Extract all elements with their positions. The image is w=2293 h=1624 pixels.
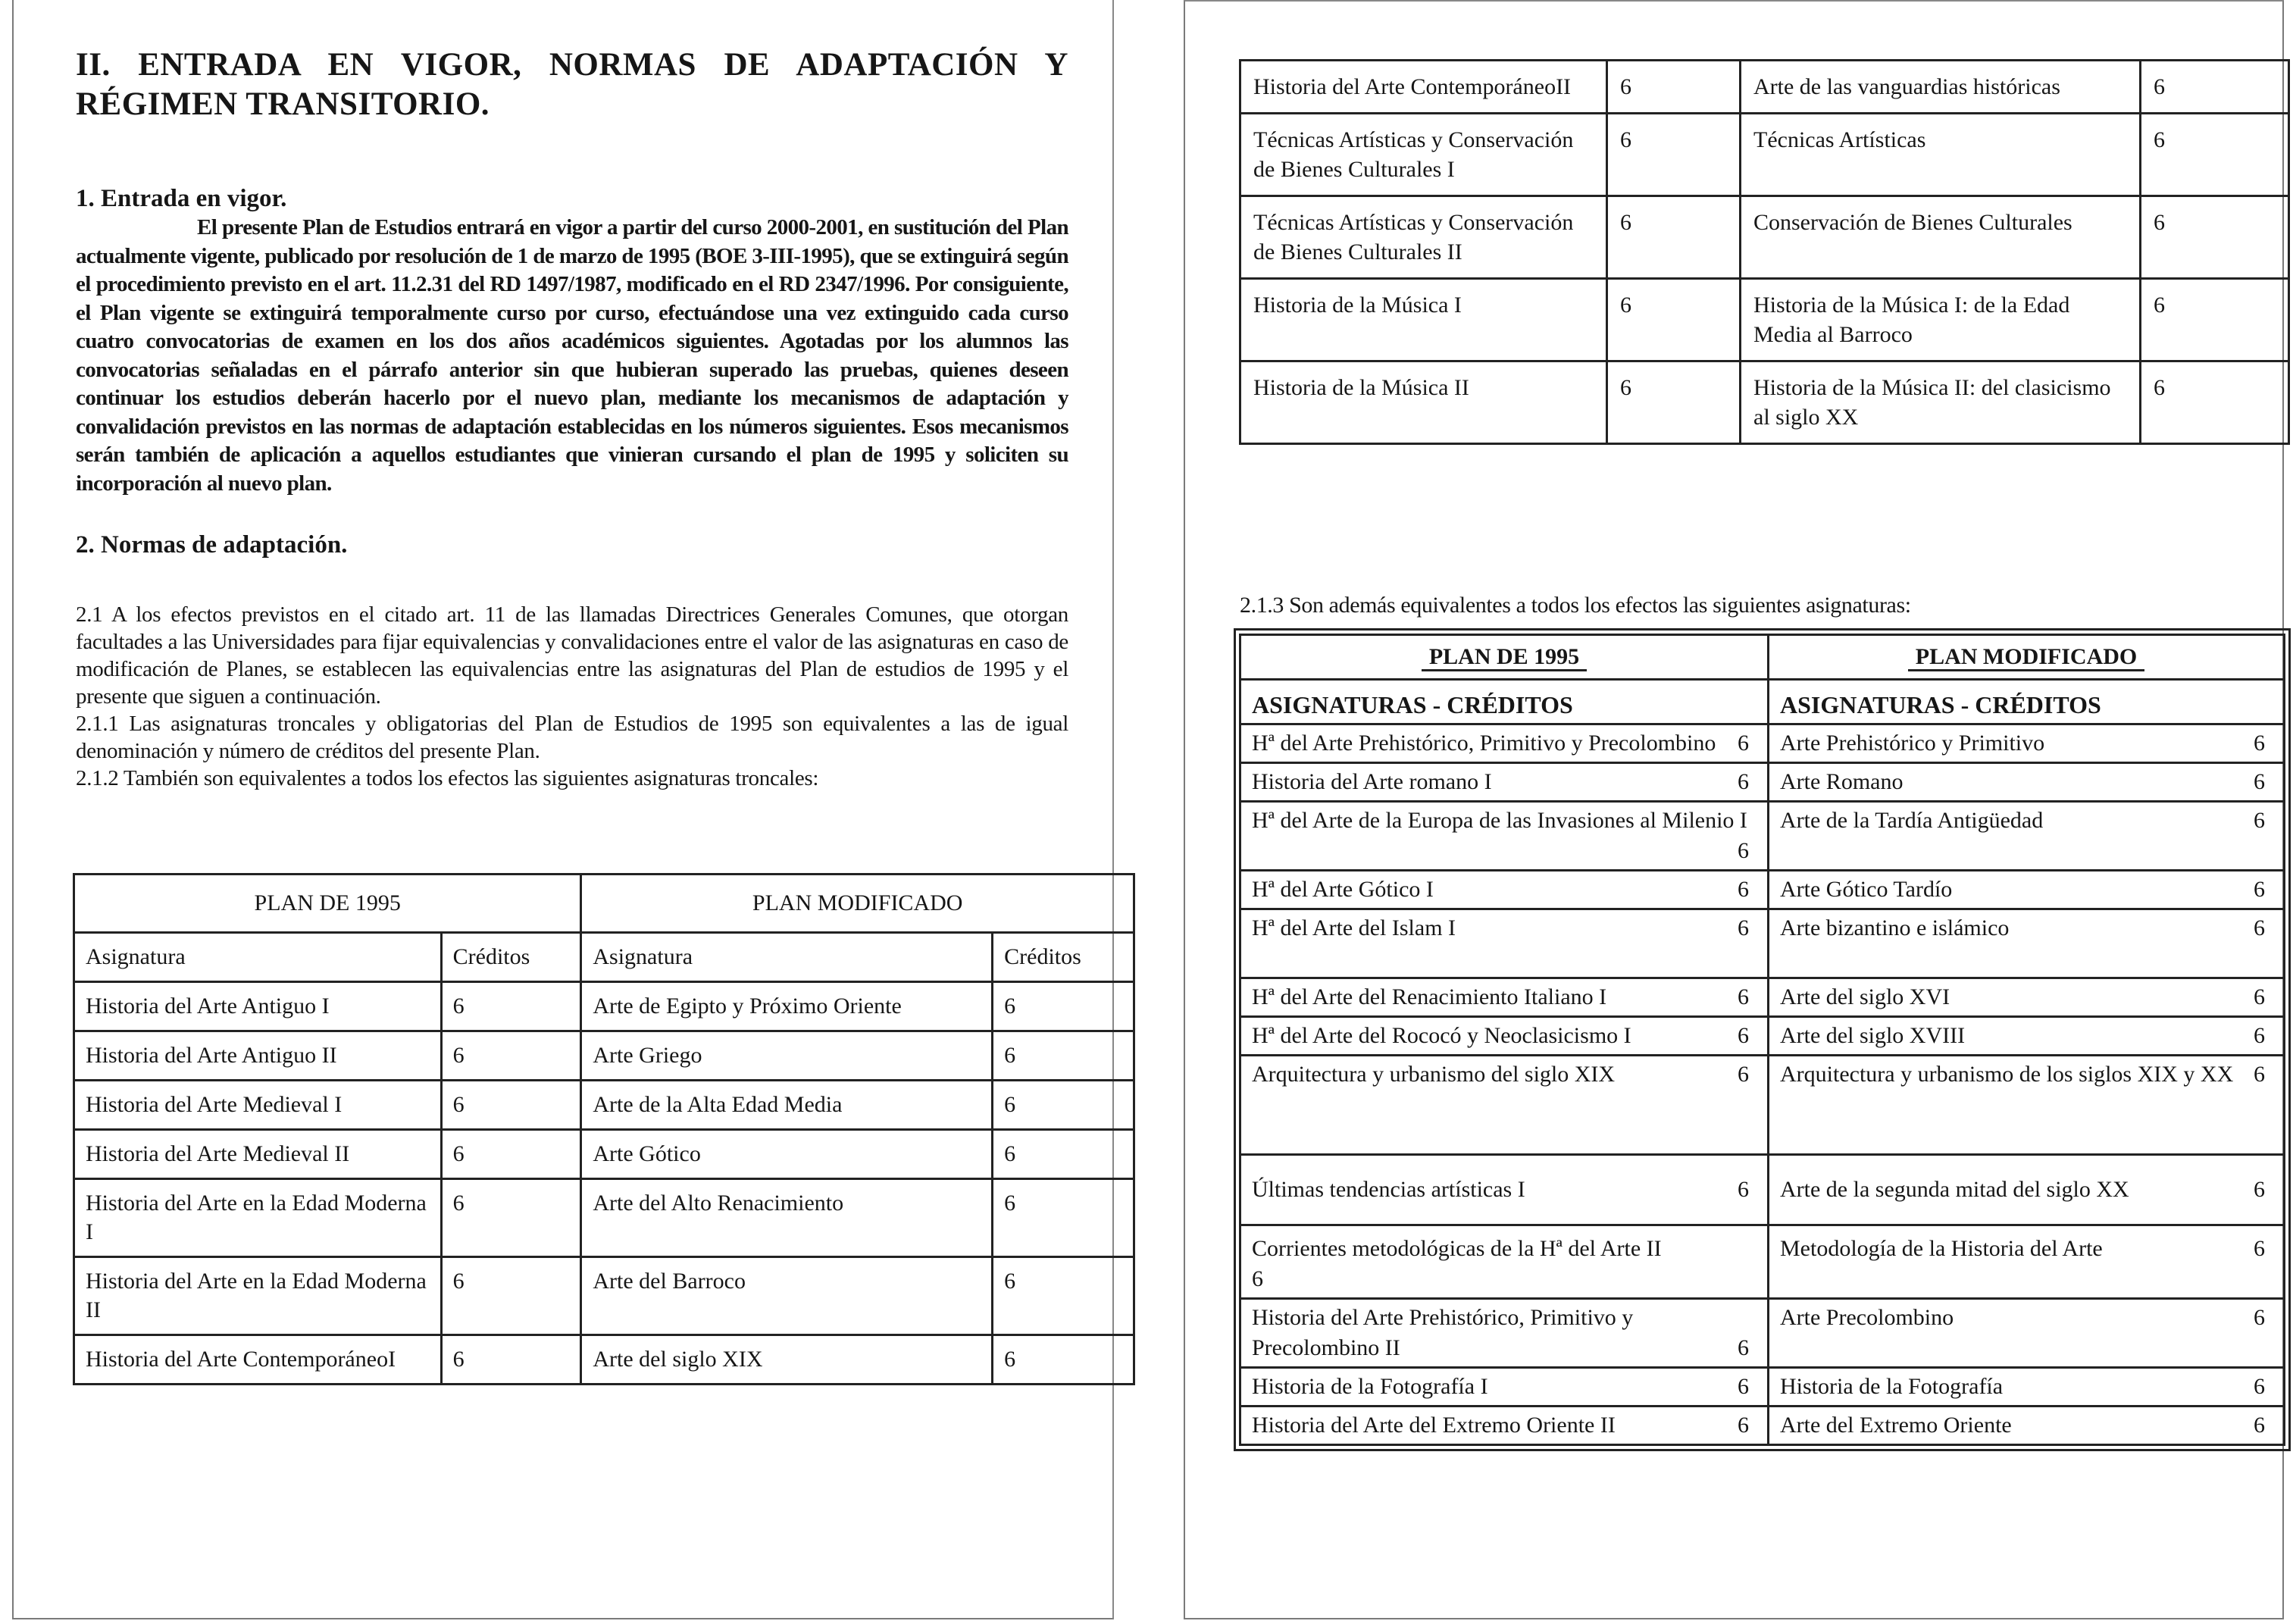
new-credits: 6 [2254, 1023, 2265, 1048]
old-credits: 6 [441, 1031, 581, 1081]
new-subject: Arte Prehistórico y Primitivo [1780, 731, 2045, 756]
old-subject-cell [1240, 802, 1769, 871]
old-credits: 6 [441, 1335, 581, 1385]
table-row [74, 982, 1134, 1031]
table-row [74, 1257, 1134, 1335]
page-title: II. ENTRADA EN VIGOR, NORMAS DE ADAPTACIÓN Y RÉGIMEN TRANSITORIO. [76, 47, 1068, 122]
subject-column-header: Asignatura [581, 933, 993, 982]
new-subject: Arte bizantino e islámico [1780, 915, 2010, 940]
table-row [74, 1130, 1134, 1179]
old-subject: Arquitectura y urbanismo del siglo XIX [1252, 1062, 1616, 1087]
new-credits: 6 [993, 982, 1134, 1031]
table-row [1240, 1407, 2285, 1445]
paragraph-2-1-3: 2.1.3 Son además equivalentes a todos los efectos las siguientes asignaturas: [1240, 593, 1911, 618]
old-subject-cell [1240, 1407, 1769, 1445]
credits-column-header: Créditos [993, 933, 1134, 982]
new-credits: 6 [2254, 731, 2265, 756]
old-subject: Historia del Arte ContemporáneoII [1240, 61, 1607, 114]
new-credits: 6 [2254, 877, 2265, 902]
subheader-row [1240, 680, 2285, 724]
new-subject-cell [1769, 1368, 2285, 1407]
new-subject: Arte del siglo XVIII [1780, 1023, 1966, 1048]
old-subject: Técnicas Artísticas y Conservación de Bienes Culturales II [1240, 196, 1607, 279]
section-2-heading: 2. Normas de adaptación. [76, 531, 348, 559]
table-row [1240, 196, 2289, 279]
old-subject: Corrientes metodológicas de la Hª del Arte II [1252, 1236, 1662, 1261]
old-credits: 6 [1738, 1374, 1749, 1399]
new-subject-cell [1769, 909, 2285, 978]
new-subject: Técnicas Artísticas [1741, 114, 2141, 196]
old-subject-cell [1240, 1017, 1769, 1056]
new-subject: Historia de la Música II: del clasicismo al siglo XX [1741, 361, 2141, 444]
subject-column-header: Asignatura [74, 933, 442, 982]
old-credits: 6 [1738, 1177, 1749, 1202]
new-subject-cell [1769, 1299, 2285, 1368]
new-subject: Arte de la Alta Edad Media [581, 1081, 993, 1130]
plan-modified-label: PLAN MODIFICADO [1908, 644, 2145, 671]
new-subject: Arte de las vanguardias históricas [1741, 61, 2141, 114]
new-subject-cell [1769, 1225, 2285, 1299]
old-credits: 6 [1738, 877, 1749, 902]
new-credits: 6 [2254, 1374, 2265, 1399]
old-subject-cell [1240, 871, 1769, 909]
old-credits: 6 [1738, 1062, 1749, 1087]
new-subject-cell [1769, 1056, 2285, 1155]
new-subject: Historia de la Fotografía [1780, 1374, 2004, 1399]
new-credits: 6 [2141, 114, 2289, 196]
old-credits: 6 [441, 982, 581, 1031]
table-row [74, 1031, 1134, 1081]
plan-1995-label: PLAN DE 1995 [1422, 644, 1587, 671]
old-credits: 6 [1738, 1023, 1749, 1048]
new-subject: Arte de Egipto y Próximo Oriente [581, 982, 993, 1031]
table-row [74, 1081, 1134, 1130]
table-row [1240, 802, 2285, 871]
new-credits: 6 [993, 1081, 1134, 1130]
table-row [1240, 1155, 2285, 1225]
new-subject: Arte Precolombino [1780, 1305, 1954, 1330]
paragraph-2-1: 2.1 A los efectos previstos en el citado art. 11 de las llamadas Directrices Generales Comunes, que otorgan facultades a las Universidades para fijar equivalencias y convalidaciones entre el valor de las asignaturas en caso de modificación de Planes, se establecen las equivalencias entre las asignaturas del Plan de estudios de 1995 y el presente que siguen a continuación. [76, 602, 1068, 709]
old-credits: 6 [441, 1081, 581, 1130]
table-row [1240, 1225, 2285, 1299]
old-subject-cell [1240, 763, 1769, 802]
new-credits: 6 [2254, 1413, 2265, 1438]
new-subject-cell [1769, 763, 2285, 802]
new-subject-cell [1769, 1155, 2285, 1225]
section-1-heading: 1. Entrada en vigor. [76, 185, 287, 212]
old-subject: Historia de la Música I [1240, 279, 1607, 361]
table-row [1240, 1368, 2285, 1407]
new-credits: 6 [2254, 808, 2265, 833]
new-subject: Arte del siglo XIX [581, 1335, 993, 1385]
old-subject: Historia del Arte Antiguo II [74, 1031, 442, 1081]
new-credits: 6 [993, 1179, 1134, 1257]
old-subject-cell [1240, 1299, 1769, 1368]
new-subject-cell [1769, 978, 2285, 1017]
table-row [1240, 871, 2285, 909]
old-subject-cell [1240, 1368, 1769, 1407]
new-credits: 6 [2254, 1177, 2265, 1202]
equivalence-table-2-1-2 [73, 873, 1135, 1385]
column-header-row [74, 933, 1134, 982]
new-credits: 6 [993, 1031, 1134, 1081]
new-credits: 6 [2254, 1305, 2265, 1330]
old-subject-cell [1240, 724, 1769, 763]
plan-modified-header [1769, 635, 2285, 680]
new-subject: Arte de la Tardía Antigüedad [1780, 808, 2044, 833]
new-credits: 6 [993, 1130, 1134, 1179]
table-row [1240, 724, 2285, 763]
plan-1995-header [1240, 635, 1769, 680]
new-credits: 6 [2254, 984, 2265, 1009]
new-subject-cell [1769, 871, 2285, 909]
table-row [1240, 361, 2289, 444]
old-subject: Historia de la Música II [1240, 361, 1607, 444]
old-credits: 6 [1738, 984, 1749, 1009]
old-credits: 6 [1607, 361, 1741, 444]
new-subject-cell [1769, 802, 2285, 871]
old-credits: 6 [1738, 1413, 1749, 1438]
old-subject: Historia del Arte ContemporáneoI [74, 1335, 442, 1385]
old-subject: Hª del Arte Prehistórico, Primitivo y Precolombino [1252, 731, 1716, 756]
old-subject: Historia del Arte romano I [1252, 769, 1492, 794]
old-subject-cell [1240, 909, 1769, 978]
old-subject-cell [1240, 1225, 1769, 1299]
new-subject-cell [1769, 1017, 2285, 1056]
table-row [1240, 978, 2285, 1017]
new-subject: Metodología de la Historia del Arte [1780, 1236, 2103, 1261]
new-credits: 6 [2254, 915, 2265, 940]
table-row [1240, 61, 2289, 114]
new-credits: 6 [2254, 1236, 2265, 1261]
old-credits: 6 [1738, 731, 1749, 756]
old-credits: 6 [1607, 114, 1741, 196]
old-subject: Historia del Arte en la Edad Moderna I [74, 1179, 442, 1257]
old-subject-cell [1240, 1056, 1769, 1155]
table-row [1240, 1056, 2285, 1155]
old-subject: Hª del Arte de la Europa de las Invasiones al Milenio I [1252, 808, 1747, 833]
new-credits: 6 [2141, 196, 2289, 279]
new-subject: Arte Gótico Tardío [1780, 877, 1953, 902]
paragraph-2-1-2: 2.1.2 También son equivalentes a todos los efectos las siguientes asignaturas troncales: [76, 766, 819, 790]
old-credits: 6 [1738, 769, 1749, 794]
new-credits: 6 [2141, 361, 2289, 444]
section-1-body: El presente Plan de Estudios entrará en vigor a partir del curso 2000-2001, en sustitución del Plan actualmente vigente, publicado por resolución de 1 de marzo de 1995 (BOE 3-III-1995), que se extinguirá según el procedimiento previsto en el art. 11.2.31 del RD 1497/1987, modificado en el RD 2347/1996. Por consiguiente, el Plan vigente se extinguirá temporalmente curso por curso, efectuándose una vez extinguido cada curso cuatro convocatorias de examen en los dos años académicos siguientes. Agotadas por los alumnos las convocatorias señaladas en el párrafo anterior sin que hubieran superado las pruebas, quienes deseen continuar los estudios deberán hacerlo por el nuevo plan, mediante los mecanismos de adaptación y convalidación previstos en las normas de adaptación establecidas en los números siguientes. Esos mecanismos serán también de aplicación a aquellos estudiantes que vinieran cursando el plan de 1995 y soliciten su incorporación al nuevo plan. [76, 215, 1068, 496]
new-subject: Historia de la Música I: de la Edad Media al Barroco [1741, 279, 2141, 361]
old-subject: Historia del Arte en la Edad Moderna II [74, 1257, 442, 1335]
old-subject: Historia del Arte Medieval II [74, 1130, 442, 1179]
old-subject: Técnicas Artísticas y Conservación de Bienes Culturales I [1240, 114, 1607, 196]
new-subject-cell [1769, 724, 2285, 763]
new-subject: Arte de la segunda mitad del siglo XX [1780, 1177, 2129, 1202]
left-page-content [76, 45, 1068, 792]
new-credits: 6 [2254, 769, 2265, 794]
new-credits: 6 [2141, 279, 2289, 361]
table-row [74, 1179, 1134, 1257]
new-credits: 6 [993, 1257, 1134, 1335]
old-credits: 6 [441, 1257, 581, 1335]
table-row [1240, 763, 2285, 802]
old-credits: 6 [1738, 1335, 1749, 1360]
table-row [1240, 279, 2289, 361]
table-row [1240, 114, 2289, 196]
table-header-row [1240, 635, 2285, 680]
new-subject: Conservación de Bienes Culturales [1741, 196, 2141, 279]
old-subject-cell [1240, 978, 1769, 1017]
new-credits: 6 [2254, 1062, 2265, 1087]
new-subject: Arte del Extremo Oriente [1780, 1413, 2012, 1438]
old-credits: 6 [441, 1179, 581, 1257]
old-credits: 6 [441, 1130, 581, 1179]
old-credits: 6 [1738, 915, 1749, 940]
old-subject: Hª del Arte del Rococó y Neoclasicismo I [1252, 1023, 1631, 1048]
old-subject: Historia del Arte Medieval I [74, 1081, 442, 1130]
old-subject: Hª del Arte del Islam I [1252, 915, 1456, 940]
table-row [1240, 909, 2285, 978]
new-credits: 6 [2141, 61, 2289, 114]
old-credits: 6 [1607, 61, 1741, 114]
new-subject-cell [1769, 1407, 2285, 1445]
subjects-credits-header: ASIGNATURAS - CRÉDITOS [1769, 680, 2285, 724]
plan-modified-header: PLAN MODIFICADO [581, 875, 1134, 933]
table-row [74, 1335, 1134, 1385]
table-header-row [74, 875, 1134, 933]
old-credits: 6 [1738, 838, 1749, 863]
old-subject: Hª del Arte del Renacimiento Italiano I [1252, 984, 1607, 1009]
table-row [1240, 1299, 2285, 1368]
new-subject: Arte del Alto Renacimiento [581, 1179, 993, 1257]
subjects-credits-header: ASIGNATURAS - CRÉDITOS [1240, 680, 1769, 724]
old-subject: Historia del Arte Antiguo I [74, 982, 442, 1031]
table-row [1240, 1017, 2285, 1056]
new-subject: Arquitectura y urbanismo de los siglos XIX y XX [1780, 1062, 2234, 1087]
old-credits: 6 [1607, 196, 1741, 279]
new-subject: Arte del siglo XVI [1780, 984, 1950, 1009]
new-subject: Arte del Barroco [581, 1257, 993, 1335]
old-credits: 6 [1607, 279, 1741, 361]
old-subject: Historia del Arte Prehistórico, Primitivo y Precolombino II [1252, 1305, 1634, 1360]
equivalence-table-2-1-3 [1239, 634, 2285, 1446]
old-subject: Hª del Arte Gótico I [1252, 877, 1434, 902]
old-subject-cell [1240, 1155, 1769, 1225]
new-credits: 6 [993, 1335, 1134, 1385]
old-subject: Historia del Arte del Extremo Oriente II [1252, 1413, 1616, 1438]
new-subject: Arte Romano [1780, 769, 1904, 794]
new-subject: Arte Gótico [581, 1130, 993, 1179]
old-credits: 6 [1252, 1266, 1263, 1291]
old-subject: Historia de la Fotografía I [1252, 1374, 1488, 1399]
old-subject: Últimas tendencias artísticas I [1252, 1177, 1525, 1202]
credits-column-header: Créditos [441, 933, 581, 982]
paragraph-2-1-1: 2.1.1 Las asignaturas troncales y obligatorias del Plan de Estudios de 1995 son equivalentes a las de igual denominación y número de créditos del presente Plan. [76, 712, 1068, 763]
plan-1995-header: PLAN DE 1995 [74, 875, 581, 933]
equivalence-table-2-1-2-continued [1239, 59, 2290, 445]
new-subject: Arte Griego [581, 1031, 993, 1081]
